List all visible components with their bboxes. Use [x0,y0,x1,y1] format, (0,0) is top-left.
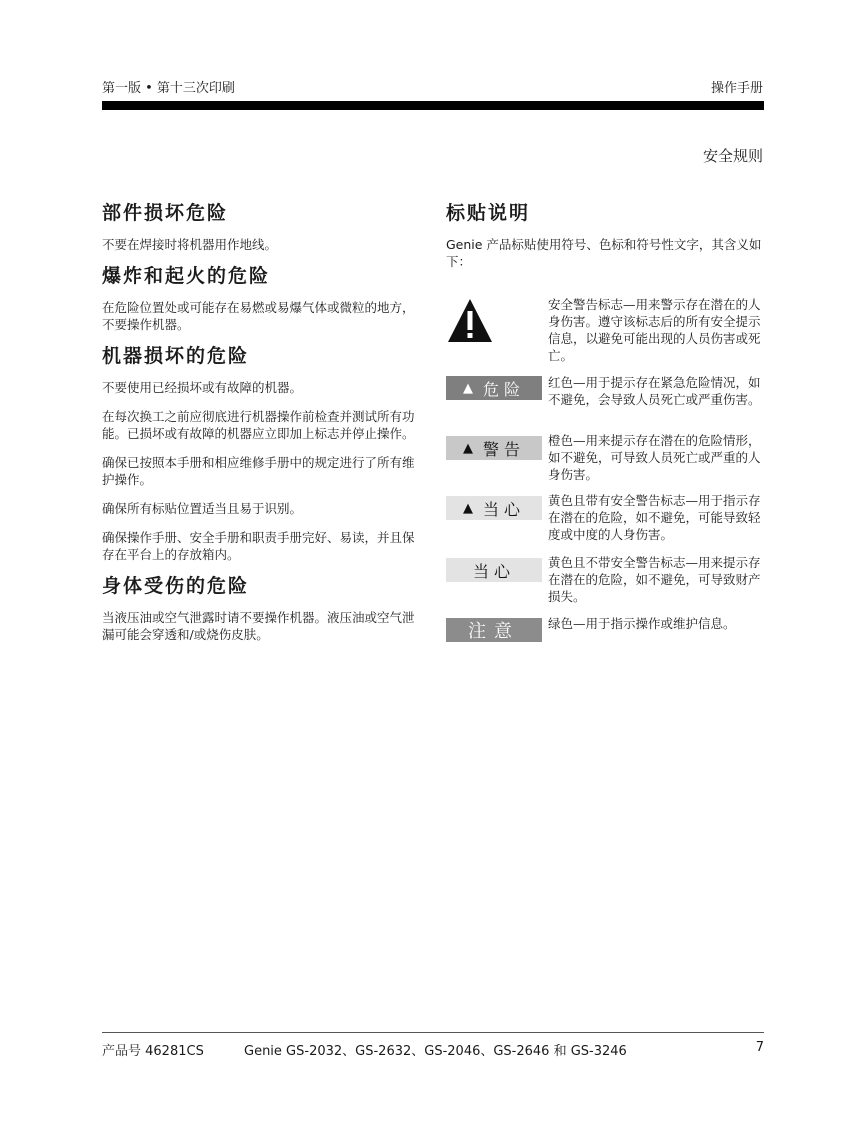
notice-badge [446,618,542,642]
badge-text: 注意 [468,621,520,642]
footer-models: Genie GS-2032、GS-2632、GS-2046、GS-2646 和 GS-3246 [244,1044,627,1059]
warning-triangle-icon: ▲ [462,440,473,456]
heading-explosion-fire: 爆炸和起火的危险 [102,265,271,287]
danger-desc: 红色—用于提示存在紧急危险情况，如不避免，会导致人员死亡或严重伤害。 [548,375,761,407]
paragraph: 不要在焊接时将机器用作地线。 [102,237,278,252]
paragraph: 不要使用已经损坏或有故障的机器。 [102,380,303,395]
paragraph: 在危险位置处或可能存在易燃或易爆气体或微粒的地方，不要操作机器。 [102,300,415,332]
caution-badge [446,496,542,520]
paragraph: 确保已按照本手册和相应维修手册中的规定进行了所有维护操作。 [102,455,415,487]
header-manual-title: 操作手册 [710,81,763,96]
footer-divider [102,1032,764,1033]
header-edition: 第一版 • 第十三次印刷 [102,81,235,96]
heading-label-legend: 标贴说明 [446,202,531,224]
badge-text: 当心 [472,561,515,581]
paragraph: 确保所有标贴位置适当且易于识别。 [102,501,303,516]
badge-text: 危险 [482,379,525,399]
paragraph: 当液压油或空气泄露时请不要操作机器。液压油或空气泄漏可能会穿透和/或烧伤皮肤。 [102,610,415,642]
page-number: 7 [755,1040,764,1055]
alert-symbol-desc: 安全警告标志—用来警示存在潜在的人身伤害。遵守该标志后的所有安全提示信息，以避免可能出现的人员伤害或死亡。 [548,297,761,363]
badge-text: 当心 [482,499,525,519]
left-column [102,200,420,655]
notice-desc: 绿色—用于指示操作或维护信息。 [548,616,736,631]
heading-component-damage: 部件损坏危险 [102,202,229,224]
danger-badge [446,376,542,400]
warning-desc: 橙色—用来提示存在潜在的危险情形，如不避免，可导致人员死亡或严重的人身伤害。 [548,433,761,482]
warning-triangle-icon: ▲ [462,500,473,516]
caution-alert-desc: 黄色且带有安全警告标志—用于指示存在潜在的危险，如不避免，可能导致轻度或中度的人身伤害。 [548,493,761,542]
paragraph: 在每次换工之前应彻底进行机器操作前检查并测试所有功能。已损坏或有故障的机器应立即加上标志并停止操作。 [102,409,415,441]
warning-badge [446,436,542,460]
heading-machine-damage: 机器损坏的危险 [102,345,250,367]
heading-bodily-injury: 身体受伤的危险 [102,575,250,597]
section-title: 安全规则 [702,147,763,165]
caution-badge [446,558,542,582]
header-divider-bar [102,101,764,110]
caution-desc: 黄色且不带安全警告标志—用来提示存在潜在的危险，如不避免，可导致财产损失。 [548,555,761,604]
badge-text: 警告 [482,439,525,459]
right-column [446,200,764,642]
paragraph: 确保操作手册、安全手册和职责手册完好、易读，并且保存在平台上的存放箱内。 [102,530,415,562]
warning-triangle-icon: ▲ [462,380,473,396]
footer-part-number: 产品号 46281CS [102,1044,204,1059]
safety-alert-triangle-icon [446,296,542,348]
alert-symbol-row [446,296,764,366]
legend-intro: Genie 产品标贴使用符号、色标和符号性文字，其含义如下： [446,237,762,269]
